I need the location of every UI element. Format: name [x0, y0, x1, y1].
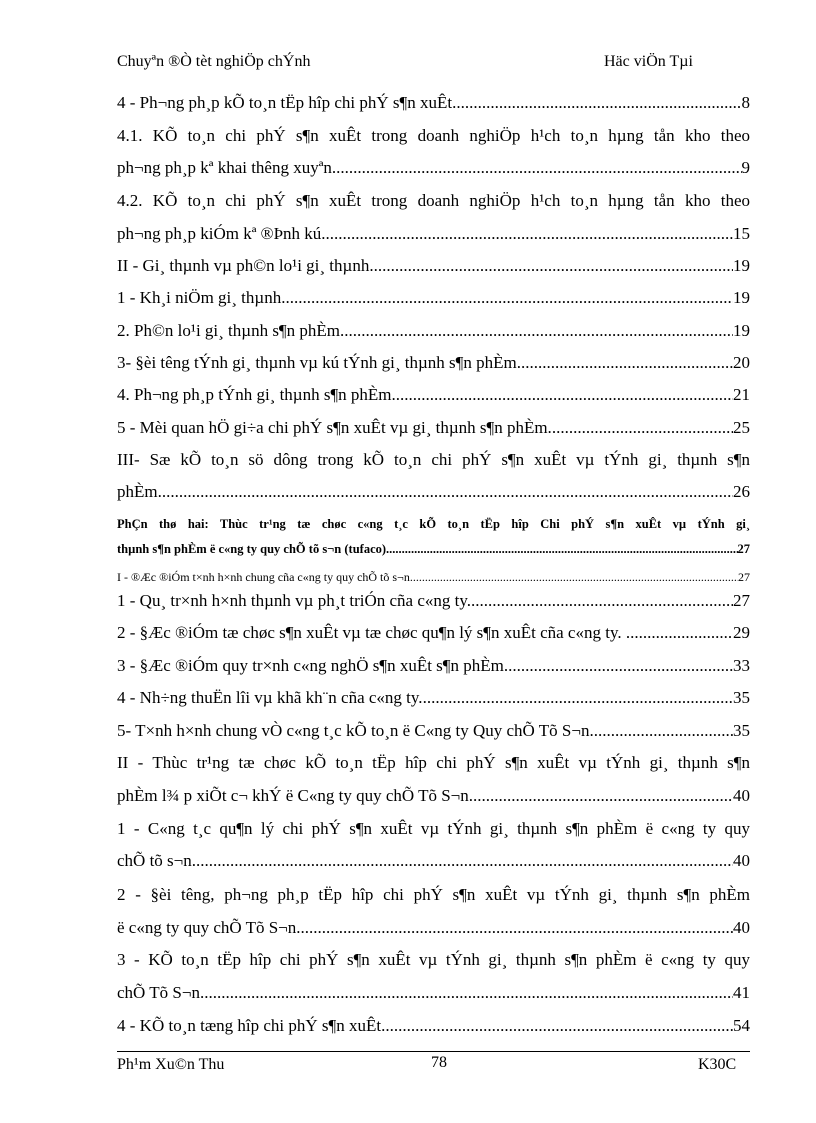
toc-entry-text: III- Sæ kÕ to¸n sö dông trong kÕ to¸n chi phÝ s¶n xuÊt vµ tÝnh gi¸ thµnh s¶n — [117, 450, 750, 469]
toc-entry-page: 27 — [737, 542, 750, 556]
toc-entry-page: 40 — [733, 918, 750, 937]
toc-entry-text: 3 - §Æc ®iÓm quy tr×nh c«ng nghÖ s¶n xuÊt s¶n phÈm. — [117, 656, 509, 675]
toc-entry-page: 41 — [733, 983, 750, 1002]
toc-entry — [117, 655, 750, 677]
page-number: 78 — [431, 1054, 447, 1071]
toc-entry-page: 40 — [733, 851, 750, 870]
toc-entry — [117, 287, 750, 309]
toc-entry — [117, 320, 750, 342]
toc-entry-text: II - Gi¸ thµnh vµ ph©n lo¹i gi¸ thµnh. — [117, 256, 374, 275]
toc-entry — [117, 818, 750, 840]
toc-entry-text: 2. Ph©n lo¹i gi¸ thµnh s¶n phÈm — [117, 321, 340, 340]
toc-entry-text: 1 - C«ng t¸c qu¶n lý chi phÝ s¶n xuÊt vµ tÝnh gi¸ thµnh s¶n phÈm ë c«ng ty quy — [117, 819, 750, 838]
toc-entry — [117, 125, 750, 147]
toc-entry-text: 2 - §Æc ®iÓm tæ chøc s¶n xuÊt vµ tæ chøc qu¶n lý s¶n xuÊt cña c«ng ty. .. — [117, 623, 635, 642]
toc-entry — [117, 982, 750, 1004]
toc-entry — [117, 687, 750, 709]
toc-entry — [117, 513, 750, 535]
toc-entry-text: 3 - KÕ to¸n tËp hîp chi phÝ s¶n xuÊt vµ tÝnh gi¸ thµnh s¶n phÈm ë c«ng ty quy — [117, 950, 750, 969]
toc-entry — [117, 850, 750, 872]
toc-entry — [117, 417, 750, 439]
toc-entry-page: 8 — [741, 93, 750, 112]
toc-entry — [117, 384, 750, 406]
toc-entry-page: 19 — [733, 288, 750, 307]
footer-class: K30C — [698, 1056, 737, 1073]
toc-entry — [117, 752, 750, 774]
toc-entry — [117, 884, 750, 906]
toc-entry-text: 4 - KÕ to¸n tæng hîp chi phÝ s¶n xuÊt. — [117, 1016, 386, 1035]
toc-entry-text: chÕ Tõ S¬n — [117, 983, 200, 1002]
toc-entry-text: I - ®Æc ®iÓm t×nh h×nh chung cña c«ng ty quy chÕ tõ s¬n. — [117, 570, 413, 584]
toc-entry-page: 35 — [733, 721, 750, 740]
header-right: Häc viÖn Tµi — [604, 53, 693, 70]
toc-entry — [117, 720, 750, 742]
toc-entry — [117, 92, 750, 114]
toc-entry — [117, 566, 750, 588]
toc-entry-text: phÈm — [117, 482, 158, 501]
toc-entry-text: ph¬ng ph¸p kiÓm kª ®Þnh kú — [117, 224, 322, 243]
toc-entry-page: 35 — [733, 688, 750, 707]
toc-entry-text: PhÇn thø hai: Thùc tr¹ng tæ chøc c«ng t¸c kÕ to¸n tËp hîp Chi phÝ s¶n xuÊt vµ tÝnh gi¸ — [117, 517, 750, 531]
toc-entry-page: 25 — [733, 418, 750, 437]
toc-entry-page: 19 — [733, 256, 750, 275]
toc-entry — [117, 449, 750, 471]
toc-entry-text: 5 - Mèi quan hÖ gi÷a chi phÝ s¶n xuÊt vµ gi¸ thµnh s¶n phÈm. — [117, 418, 552, 437]
toc-entry-text: chÕ tõ s¬n. — [117, 851, 196, 870]
toc-entry-page: 33 — [733, 656, 750, 675]
header-left: Chuyªn ®Ò tèt nghiÖp chÝnh — [117, 53, 311, 70]
toc-entry — [117, 590, 750, 612]
toc-entry-text: 1 - Qu¸ tr×nh h×nh thµnh vµ ph¸t triÓn cña c«ng ty. — [117, 591, 471, 610]
toc-entry-text: phÈm l¾ p xiÕt c¬ khÝ ë C«ng ty quy chÕ Tõ S¬n. — [117, 786, 474, 805]
toc-entry-page: 21 — [733, 385, 750, 404]
toc-entry — [117, 352, 750, 374]
toc-entry — [117, 157, 750, 179]
toc-entry-page: 9 — [741, 158, 750, 177]
toc-entry-text: 4.1. KÕ to¸n chi phÝ s¶n xuÊt trong doanh nghiÖp h¹ch to¸n hµng tån kho theo — [117, 126, 750, 145]
toc-entry-text: 4. Ph¬ng ph¸p tÝnh gi¸ thµnh s¶n phÈm. — [117, 385, 396, 404]
toc-entry-text: 1 - Kh¸i niÖm gi¸ thµnh. — [117, 288, 286, 307]
toc-entry-page: 20 — [733, 353, 750, 372]
toc-entry-text: 3- §èi têng tÝnh gi¸ thµnh vµ kú tÝnh gi¸ thµnh s¶n phÈm. — [117, 353, 521, 372]
toc-entry-page: 27 — [738, 570, 750, 584]
toc-entry-text: 4.2. KÕ to¸n chi phÝ s¶n xuÊt trong doanh nghiÖp h¹ch to¸n hµng tån kho theo — [117, 191, 750, 210]
toc-entry-text: 4 - Nh÷ng thuËn lîi vµ khã kh¨n cña c«ng ty. — [117, 688, 423, 707]
toc-entry-page: 29 — [733, 623, 750, 642]
toc-entry-text: ë c«ng ty quy chÕ Tõ S¬n. — [117, 918, 301, 937]
toc-entry-page: 40 — [733, 786, 750, 805]
toc-entry-text: II - Thùc tr¹ng tæ chøc kÕ to¸n tËp hîp chi phÝ s¶n xuÊt vµ tÝnh gi¸ thµnh s¶n — [117, 753, 750, 772]
toc-entry-page: 26 — [733, 482, 750, 501]
toc-entry — [117, 190, 750, 212]
toc-entry — [117, 1015, 750, 1037]
toc-entry-text: 4 - Ph¬ng ph¸p kÕ to¸n tËp hîp chi phÝ s¶n xuÊt. — [117, 93, 457, 112]
toc-entry — [117, 538, 750, 560]
toc-entry-page: 19 — [733, 321, 750, 340]
footer-divider — [117, 1051, 750, 1052]
toc-entry — [117, 622, 750, 644]
toc-entry-text: ph¬ng ph¸p kª khai thêng xuyªn — [117, 158, 332, 177]
toc-entry-text: 5- T×nh h×nh chung vÒ c«ng t¸c kÕ to¸n ë C«ng ty Quy chÕ Tõ S¬n......... — [117, 721, 628, 740]
toc-entry-page: 54 — [733, 1016, 750, 1035]
toc-entry-page: 27 — [733, 591, 750, 610]
toc-entry-text: 2 - §èi têng, ph¬ng ph¸p tËp hîp chi phÝ s¶n xuÊt vµ tÝnh gi¸ thµnh s¶n phÈm — [117, 885, 750, 904]
toc-entry — [117, 785, 750, 807]
toc-entry — [117, 255, 750, 277]
toc-entry-text: thµnh s¶n phÈm ë c«ng ty quy chÕ tõ s¬n (tufaco) — [117, 542, 387, 556]
toc-entry — [117, 949, 750, 971]
toc-entry — [117, 223, 750, 245]
footer-author: Ph¹m Xu©n Thu — [117, 1056, 225, 1073]
toc-entry — [117, 917, 750, 939]
toc-entry — [117, 481, 750, 503]
toc-entry-page: 15 — [733, 224, 750, 243]
